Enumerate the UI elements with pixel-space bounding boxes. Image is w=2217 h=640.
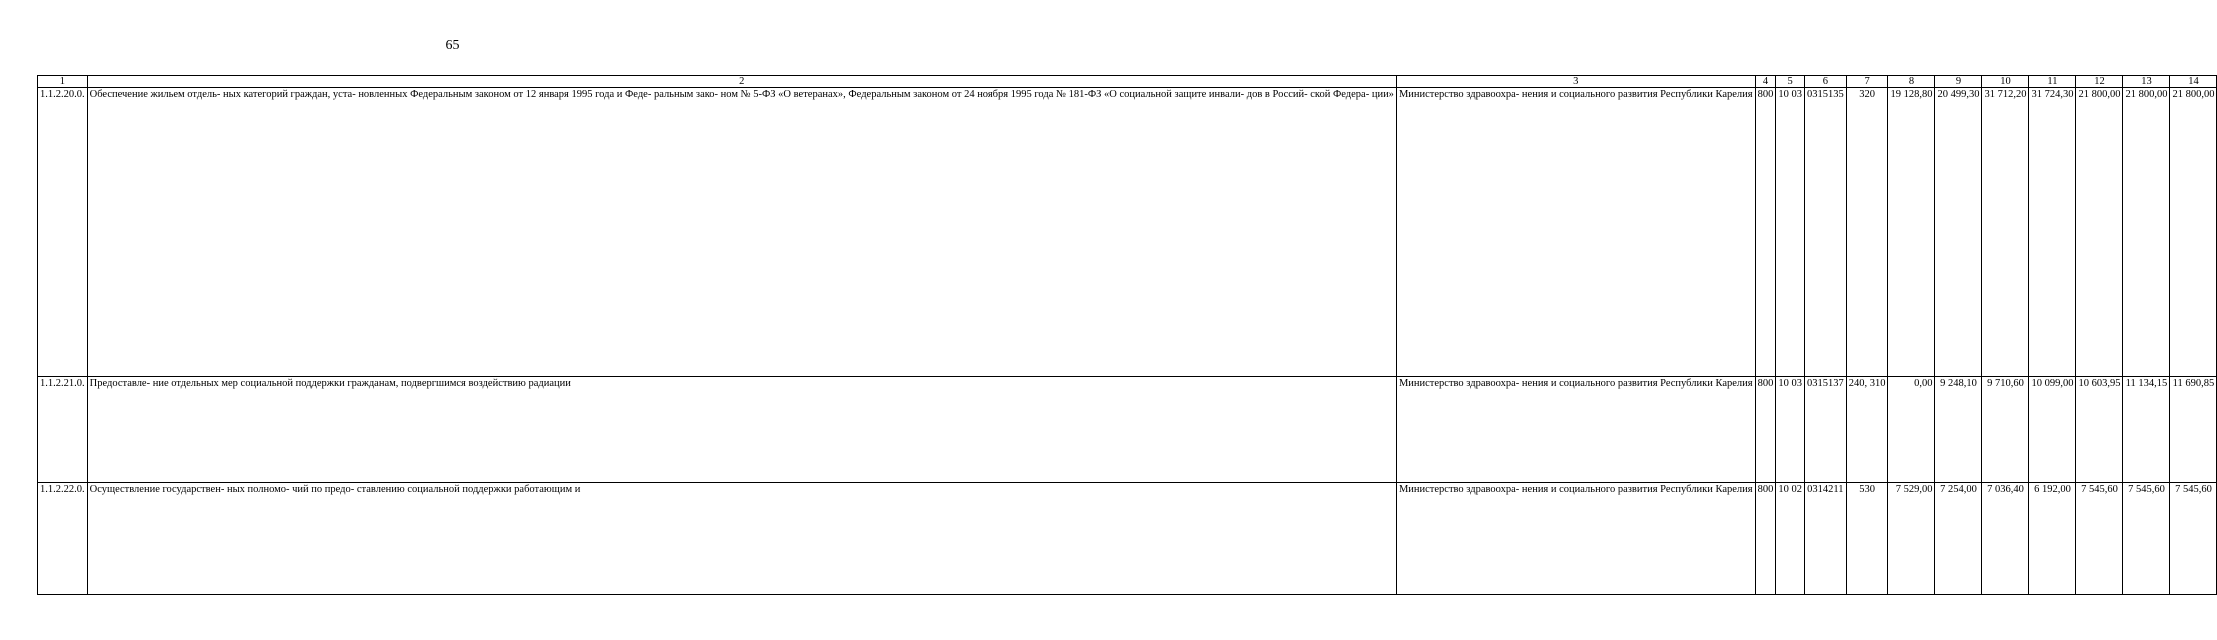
row-col-13: 21 800,00 bbox=[2123, 88, 2170, 377]
row-description: Предоставле- ние отдельных мер социальной поддержки гражданам, подвергшимся воздействию радиации bbox=[87, 377, 1396, 483]
row-col-8: 7 529,00 bbox=[1888, 483, 1935, 595]
row-col-9: 7 254,00 bbox=[1935, 483, 1982, 595]
row-col-14: 7 545,60 bbox=[2170, 483, 2217, 595]
column-header: 6 bbox=[1804, 76, 1846, 88]
column-header: 9 bbox=[1935, 76, 1982, 88]
row-col-5: 10 03 bbox=[1776, 88, 1805, 377]
row-col-7: 530 bbox=[1846, 483, 1888, 595]
row-col-9: 20 499,30 bbox=[1935, 88, 1982, 377]
column-header: 11 bbox=[2029, 76, 2076, 88]
column-header: 13 bbox=[2123, 76, 2170, 88]
row-col-12: 21 800,00 bbox=[2076, 88, 2123, 377]
row-col-4: 800 bbox=[1755, 88, 1776, 377]
column-header: 10 bbox=[1982, 76, 2029, 88]
row-col-7: 240, 310 bbox=[1846, 377, 1888, 483]
row-col-4: 800 bbox=[1755, 483, 1776, 595]
column-header: 8 bbox=[1888, 76, 1935, 88]
row-code: 1.1.2.22.0. bbox=[38, 483, 88, 595]
row-col-6: 0315137 bbox=[1804, 377, 1846, 483]
row-col-14: 11 690,85 bbox=[2170, 377, 2217, 483]
row-col-8: 0,00 bbox=[1888, 377, 1935, 483]
row-ministry: Министерство здравоохра- нения и социального развития Республики Карелия bbox=[1396, 88, 1755, 377]
table-row bbox=[38, 483, 2217, 595]
row-col-8: 19 128,80 bbox=[1888, 88, 1935, 377]
row-col-12: 7 545,60 bbox=[2076, 483, 2123, 595]
row-col-6: 0314211 bbox=[1804, 483, 1846, 595]
table-row bbox=[38, 377, 2217, 483]
row-description: Обеспечение жильем отдель- ных категорий граждан, уста- новленных Федеральным законом от 12 января 1995 года и Феде- ральным зако- ном № 5-ФЗ «О ветеранах», Федеральным законом от 24 ноября 1995 года № 181-ФЗ «О социальной защите инвали- дов в Россий- ской Федера- ции» bbox=[87, 88, 1396, 377]
column-header: 12 bbox=[2076, 76, 2123, 88]
column-header: 4 bbox=[1755, 76, 1776, 88]
table-row bbox=[38, 88, 2217, 377]
row-col-11: 10 099,00 bbox=[2029, 377, 2076, 483]
row-ministry: Министерство здравоохра- нения и социального развития Республики Карелия bbox=[1396, 377, 1755, 483]
page-number: 65 bbox=[445, 38, 460, 53]
column-header: 5 bbox=[1776, 76, 1805, 88]
row-col-13: 7 545,60 bbox=[2123, 483, 2170, 595]
row-col-6: 0315135 bbox=[1804, 88, 1846, 377]
row-col-11: 6 192,00 bbox=[2029, 483, 2076, 595]
row-col-5: 10 03 bbox=[1776, 377, 1805, 483]
row-col-10: 9 710,60 bbox=[1982, 377, 2029, 483]
column-header: 14 bbox=[2170, 76, 2217, 88]
row-code: 1.1.2.21.0. bbox=[38, 377, 88, 483]
row-col-11: 31 724,30 bbox=[2029, 88, 2076, 377]
row-col-12: 10 603,95 bbox=[2076, 377, 2123, 483]
row-col-10: 7 036,40 bbox=[1982, 483, 2029, 595]
row-col-4: 800 bbox=[1755, 377, 1776, 483]
row-description: Осуществление государствен- ных полномо- чий по предо- ставлению социальной поддержки работающим и bbox=[87, 483, 1396, 595]
column-header: 3 bbox=[1396, 76, 1755, 88]
row-col-10: 31 712,20 bbox=[1982, 88, 2029, 377]
row-col-14: 21 800,00 bbox=[2170, 88, 2217, 377]
column-header: 1 bbox=[38, 76, 88, 88]
row-col-5: 10 02 bbox=[1776, 483, 1805, 595]
row-col-9: 9 248,10 bbox=[1935, 377, 1982, 483]
row-col-13: 11 134,15 bbox=[2123, 377, 2170, 483]
row-col-7: 320 bbox=[1846, 88, 1888, 377]
row-ministry: Министерство здравоохра- нения и социального развития Республики Карелия bbox=[1396, 483, 1755, 595]
row-code: 1.1.2.20.0. bbox=[38, 88, 88, 377]
budget-table bbox=[37, 75, 2217, 595]
column-header: 2 bbox=[87, 76, 1396, 88]
column-number-row bbox=[38, 76, 2217, 88]
column-header: 7 bbox=[1846, 76, 1888, 88]
